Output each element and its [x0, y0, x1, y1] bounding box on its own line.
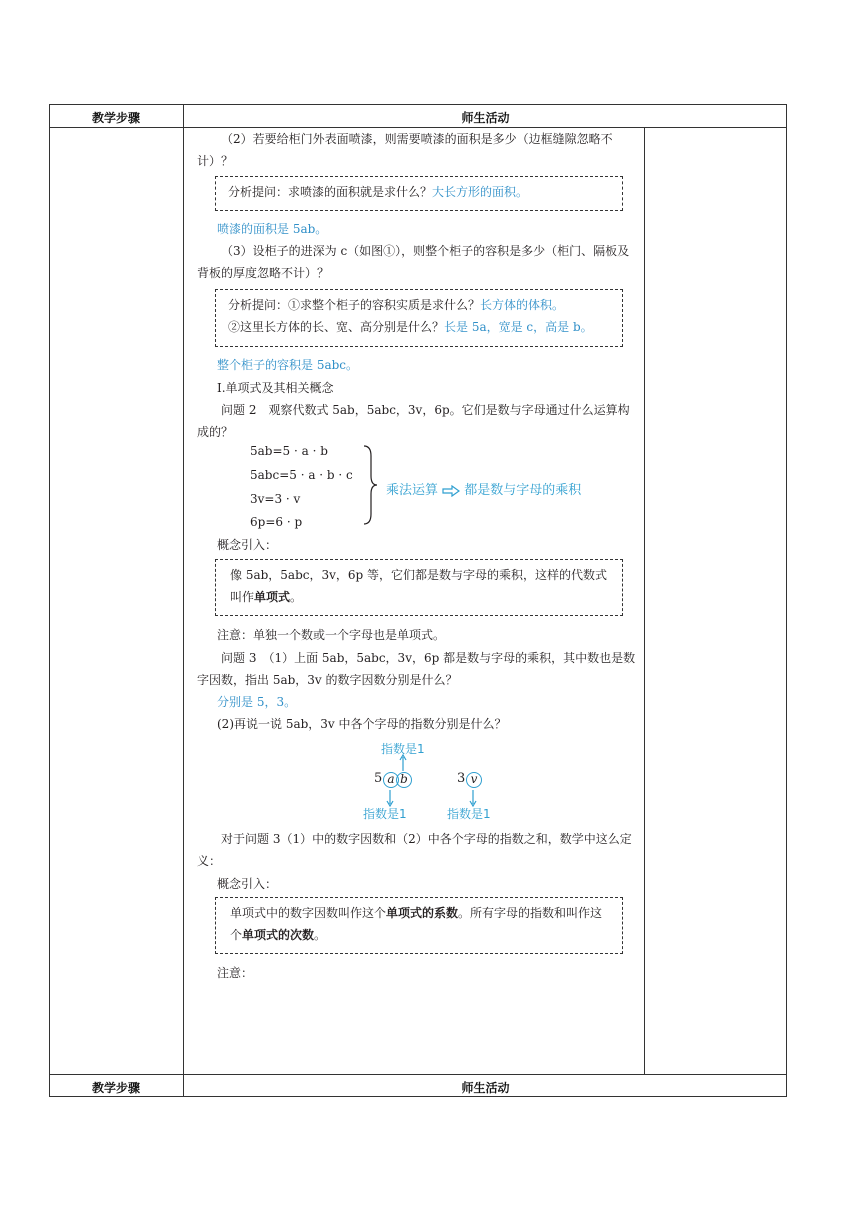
note-2: 注意： [217, 966, 254, 980]
definition-2-text-a: 单项式中的数字因数叫作这个 [230, 906, 387, 920]
definition-box-coefficient-degree [215, 897, 623, 954]
footer-activity: 师生活动 [461, 1081, 510, 1095]
question-3: （3）设柜子的进深为 c（如图①），则整个柜子的容积是多少（柜门、隔板及背板的厚度忽略不计）？ [197, 244, 630, 280]
brace-note [386, 479, 581, 498]
exponent-label-top: 指数是1 [381, 742, 425, 756]
equation-3: 3v=3 · v [250, 492, 301, 506]
analysis-2-line2: ②这里长方体的长、宽、高分别是什么？ [228, 320, 445, 334]
header-steps: 教学步骤 [91, 111, 140, 125]
definition-2-text-e: 。 [314, 928, 327, 942]
analysis-2-line1-answer: 长方体的体积。 [480, 298, 565, 312]
footer-row-border [49, 1074, 787, 1075]
header-activity: 师生活动 [461, 111, 510, 125]
definition-box-monomial [215, 559, 623, 616]
analysis-1-text: 分析提问：求喷漆的面积就是求什么？ [228, 185, 433, 199]
letter-b: b [396, 772, 412, 788]
exponent-label-bottom-left: 指数是1 [363, 807, 407, 821]
term-coefficient: 单项式的系数 [386, 906, 459, 920]
definition-2-text-c: 。所有字母的指数和叫作这个 [230, 906, 603, 942]
brace-note-operation: 乘法运算 [386, 483, 439, 498]
arrow-up-icon [398, 754, 408, 772]
definition-intro: 对于问题 3（1）中的数字因数和（2）中各个字母的指数之和，数学中这么定义： [197, 832, 632, 868]
col-divider-2 [644, 127, 645, 1074]
equation-2: 5abc=5 · a · b · c [250, 468, 353, 482]
problem-3: 问题 3 （1）上面 5ab，5abc，3v，6p 都是数与字母的乘积，其中数也是数字因数，指出 5ab，3v 的数字因数分别是什么？ [197, 651, 636, 687]
exponent-diagram [355, 738, 515, 823]
section-heading: Ⅰ.单项式及其相关概念 [217, 381, 334, 395]
concept-label-2: 概念引入： [217, 877, 278, 891]
right-brace-icon [362, 444, 378, 526]
definition-monomial-text: 像 5ab，5abc，3v，6p 等，它们都是数与字母的乘积，这样的代数式叫作 [230, 568, 608, 604]
letter-a: a [383, 772, 399, 788]
answer-1: 喷漆的面积是 5ab。 [217, 222, 328, 236]
question-2: （2）若要给柜门外表面喷漆，则需要喷漆的面积是多少（边框缝隙忽略不计）？ [197, 132, 613, 168]
concept-label-1: 概念引入： [217, 538, 278, 552]
coefficient-5: 5 [374, 771, 383, 786]
term-monomial: 单项式 [254, 590, 291, 604]
coefficient-3: 3 [457, 771, 466, 786]
analysis-2-line2-answer: 长是 5a，宽是 c，高是 b。 [444, 320, 593, 334]
analysis-2-line1: 分析提问：①求整个柜子的容积实质是求什么？ [228, 298, 481, 312]
note-1: 注意：单独一个数或一个字母也是单项式。 [217, 628, 446, 642]
definition-monomial-end: 。 [290, 590, 303, 604]
footer-steps: 教学步骤 [91, 1081, 140, 1095]
col-divider-1 [183, 104, 184, 1097]
exponent-label-bottom-right: 指数是1 [447, 807, 491, 821]
equation-4: 6p=6 · p [250, 515, 303, 529]
problem-2: 问题 2 观察代数式 5ab，5abc，3v，6p。它们是数与字母通过什么运算构成的？ [197, 403, 630, 439]
equation-1: 5ab=5 · a · b [250, 444, 328, 458]
analysis-1-answer: 大长方形的面积。 [432, 185, 529, 199]
answer-2: 整个柜子的容积是 5abc。 [217, 358, 359, 372]
letter-v: v [466, 772, 482, 788]
analysis-box-1 [215, 176, 623, 211]
arrow-right-icon [442, 485, 460, 497]
brace-note-result: 都是数与字母的乘积 [464, 483, 582, 498]
term-degree: 单项式的次数 [242, 928, 315, 942]
analysis-box-2 [215, 289, 623, 347]
problem-3-part-2: (2)再说一说 5ab，3v 中各个字母的指数分别是什么？ [217, 717, 507, 731]
answer-3: 分别是 5，3。 [217, 695, 297, 709]
